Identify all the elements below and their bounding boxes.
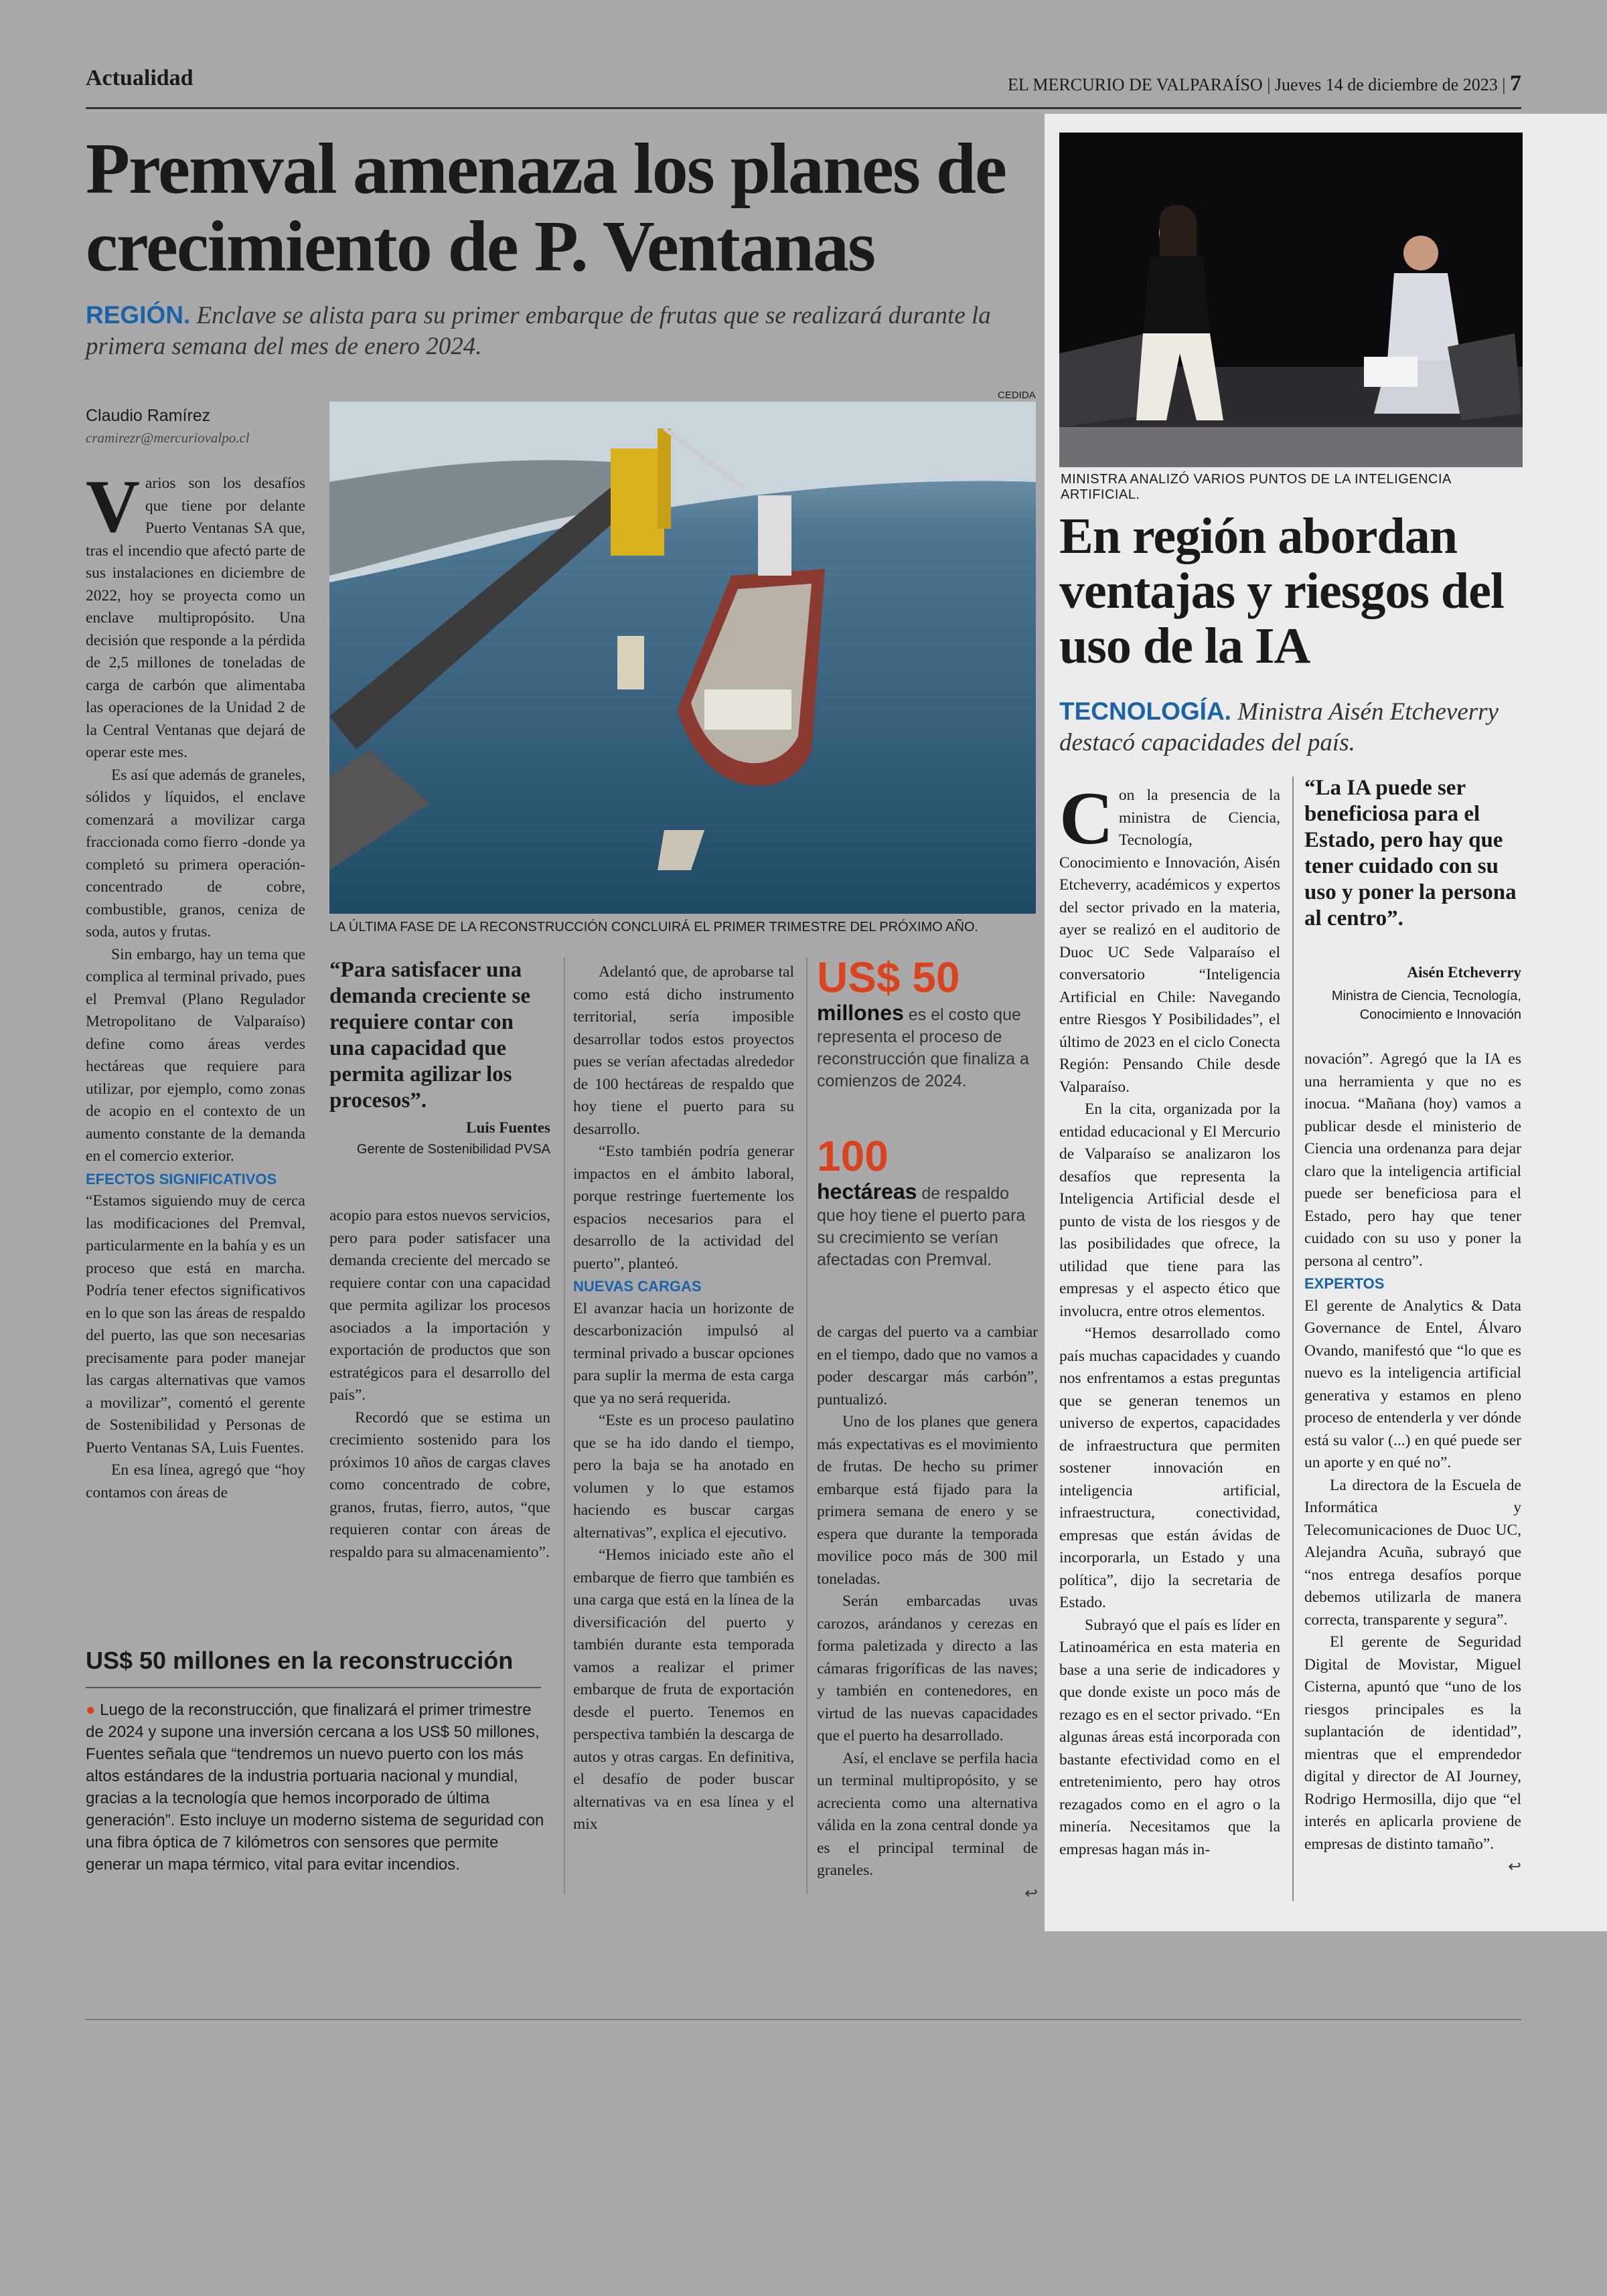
stat-number: US$ 50 [817,953,960,1001]
ia-headline: En región abordan ventajas y riesgos del uso de la IA [1059,508,1505,674]
footer-rule [86,2019,1521,2020]
port-photo [329,402,1036,914]
main-col-4 [817,1321,1038,1905]
paragraph: “Hemos iniciado este año el embarque de fierro que también es una carga que está en la línea de la diversificación del puerto y también durante esta temporada vamos a realizar el primer embarque de fruta de exportación desde el puerto. Tenemos en perspectiva también la descarga de autos y otras cargas. En definitiva, el desafío de poder buscar alternativas va en esa línea y el mix [573,1546,794,1833]
paragraph: Recordó que se estima un crecimiento sostenido para los próximos 10 años de cargas claves como concentrado de cobre, granos, frutas, fierro, autos, “que requieren contar con áreas de respaldo para su almacenamiento”. [329,1408,550,1561]
ia-col-2 [1304,1048,1521,1879]
page-number: 7 [1510,71,1521,96]
main-headline: Premval amenaza los planes de crecimiento de P. Ventanas [86,129,1006,286]
pull-quote-author: Luis Fuentes [466,1119,550,1136]
stat-number: 100 [817,1132,889,1180]
masthead: EL MERCURIO DE VALPARAÍSO | Jueves 14 de diciembre de 2023 | 7 [1008,71,1521,96]
ia-conference-photo [1059,133,1523,467]
paragraph: Subrayó que el país es líder en Latinoamérica en esta materia en base a una serie de indicadores y que donde existe un poco más de rezago es en el sector privado. “En algunas áreas está incorporada con bastante efectividad como en el entretenimiento, pero hay otros rezagados como en el agro o la minería. Necesitamos que la empresas hagan más in- [1059,1616,1280,1858]
paragraph: Uno de los planes que genera más expectativas es el movimiento de frutas. De hecho su primer embarque está fijado para la primera semana de enero y se espera que durante la temporada movilice poco más de 300 mil toneladas. [817,1413,1038,1588]
main-col-1 [86,465,305,1504]
deck-text: Enclave se alista para su primer embarque de frutas que se realizará durante la primera semana del mes de enero 2024. [86,302,991,360]
paragraph: Así, el enclave se perfila hacia un terminal multipropósito, y se acrecienta como una alternativa válida en la zona central donde ya es el principal terminal de graneles. [817,1749,1038,1879]
paragraph: “Esto también podría generar impactos en el ámbito laboral, porque restringe fuertemente los espacios necesarios para el desarrollo de la actividad del puerto”, planteó. [573,1143,794,1273]
subhead-nuevas-cargas: NUEVAS CARGAS [573,1278,702,1295]
main-col-2 [329,1205,550,1564]
column-rule [806,957,808,1894]
byline-name: Claudio Ramírez [86,406,211,425]
paragraph: Sin embargo, hay un tema que complica al terminal privado, pues el Premval (Plano Regulador Metropolitano de Valparaíso) define como áreas verdes hectáreas que requiere para utilizar, por ejemplo, como zonas de acopio en el contexto de un aumento constante de la demanda en el comercio exterior. [86,945,305,1165]
paragraph: El gerente de Analytics & Data Governance de Entel, Álvaro Ovando, manifestó que “lo que es nuevo es la inteligencia artificial generativa y estamos en pleno proceso de entenderla y ver dónde está su valor (...) en qué puede ser un aporte y en qué no”. [1304,1297,1521,1471]
ia-pull-quote: “La IA puede ser beneficiosa para el Estado, pero hay que tener cuidado con su uso y poner la persona al centro”. [1304,776,1517,930]
dropcap: V [86,465,140,548]
header-rule [86,107,1521,109]
ia-pull-quote-role: Ministra de Ciencia, Tecnología, Conocimiento e Innovación [1331,989,1521,1022]
end-mark-icon: ↩ [1024,1883,1038,1902]
ia-photo-caption: MINISTRA ANALIZÓ VARIOS PUNTOS DE LA INTELIGENCIA ARTIFICIAL. [1061,472,1451,502]
box-paragraph: Luego de la reconstrucción, que finalizará el primer trimestre de 2024 y supone una inversión cercana a los US$ 50 millones, Fuentes señala que “tendremos un nuevo puerto con los más altos estándares de la industria portuaria nacional y mundial, gracias a la tecnología que hemos incorporado de última generación”. Esto incluye un moderno sistema de seguridad con una fibra óptica de 7 kilómetros con sensores que permite generar un mapa térmico, vital para evitar incendios. [86,1701,544,1874]
paragraph: de cargas del puerto va a cambiar en el tiempo, dado que no vamos a poder descargar más carbón”, puntualizó. [817,1323,1038,1408]
section-label: Actualidad [86,66,194,90]
deck-text: Ministra Aisén Etcheverry destacó capacidades del país. [1059,698,1499,756]
byline-email: cramirezr@mercuriovalpo.cl [86,430,250,446]
paragraph: on la presencia de la ministra de Ciencia, Tecnología, Conocimiento e Innovación, Aisén Etcheverry, académicos y expertos del sector privado en la materia, ayer se realizó en el auditorio de Duoc UC Sede Valparaíso el conversatorio “Inteligencia Artificial en Chile: Navegando entre Riesgos Y Posibilidades”, el último de 2023 en el ciclo Conecta Región: Pensando Chile desde Valparaíso. [1059,787,1280,1096]
stat-description: es el costo que representa el proceso de reconstrucción que finaliza a comienzos de 2024. [817,1005,1029,1090]
sidebar-box-text [86,1699,548,1876]
subhead-expertos: EXPERTOS [1304,1275,1385,1292]
photo-caption: LA ÚLTIMA FASE DE LA RECONSTRUCCIÓN CONCLUIRÁ EL PRIMER TRIMESTRE DEL PRÓXIMO AÑO. [329,920,979,934]
main-deck [86,300,1043,362]
stat-text [817,1002,1038,1092]
paragraph: Serán embarcadas uvas carozos, arándanos y cerezas en forma paletizada y directo a las cámaras frigoríficas de las naves; y también en contenedores, en virtud de las nuevas capacidades que el puerto ha desarrollado. [817,1592,1038,1744]
paragraph: “Hemos desarrollado como país muchas capacidades y cuando nos enfrentamos a estas preguntas que se generan tenemos un universo de expertos, capacidades de infraestructura que permiten sostener innovación en inteligencia artificial, infraestructura, conectividad, empresas que están ávidas de incorporarla, un Estado y una política”, dijo la secretaria de Estado. [1059,1325,1280,1611]
pull-quote: “Para satisfacer una demanda creciente se requiere contar con una capacidad que permita agilizar los procesos”. [329,958,530,1113]
column-rule [1292,776,1294,1901]
paragraph: Es así que además de graneles, sólidos y líquidos, el enclave comenzará a movilizar carga fraccionada como fierro -donde ya completó su primera operación- concentrado de cobre, combustible, granos, ceniza de soda, autos y frutas. [86,766,305,940]
paragraph: “Estamos siguiendo muy de cerca las modificaciones del Premval, particularmente en la bahía y es un proceso que está en marcha. Podría tener efectos significativos en lo que son las áreas de respaldo del puerto, las que son necesarias precisamente para poder manejar las cargas alternativas que vamos a movilizar”, comentó el gerente de Sostenibilidad y Personas de Puerto Ventanas SA, Luis Fuentes. [86,1192,305,1457]
paragraph: El gerente de Seguridad Digital de Movistar, Miguel Cisterna, apuntó que “uno de los riesgos principales es la suplantación de identidad”, mientras que el emprendedor digital y director de AI Journey, Rodrigo Hermosilla, dijo que “el interés en aplicarla proviene de empresas de distinto tamaño”. [1304,1633,1521,1853]
end-mark-icon: ↩ [1508,1857,1521,1876]
dropcap: C [1059,777,1114,860]
paragraph: En esa línea, agregó que “hoy contamos con áreas de [86,1461,305,1501]
pull-quote-role: Gerente de Sostenibilidad PVSA [356,1142,550,1157]
bullet-icon: ● [86,1701,96,1719]
issue-date: Jueves 14 de diciembre de 2023 [1274,75,1498,94]
main-col-3 [573,961,794,1836]
ia-deck [1059,696,1521,758]
stat-text [817,1181,1038,1271]
paragraph: La directora de la Escuela de Informática y Telecomunicaciones de Duoc UC, Alejandra Acuña, subrayó que “nos entrega desafíos porque debemos utilizarla de manera correcta, transparente y segura”. [1304,1476,1521,1629]
stat-unit: hectáreas [817,1179,917,1204]
paragraph: novación”. Agregó que la IA es una herramienta y que no es inocua. “Mañana (hoy) vamos a publicar desde el ministerio de Ciencia una ordenanza para dejar claro que la inteligencia artificial puede ser beneficiosa para el Estado, pero hay que tener cuidado con su uso y poner la persona al centro”. [1304,1050,1521,1270]
paragraph: En la cita, organizada por la entidad educacional y El Mercurio de Valparaíso se analizaron los desafíos que representa la Inteligencia Artificial desde el punto de vista de los riesgos y de las posibilidades que ofrece, la utilidad que tiene para las empresas y el aspecto ético que involucra, entre otros elementos. [1059,1100,1280,1320]
paragraph: acopio para estos nuevos servicios, pero para poder satisfacer una demanda creciente del mercado se requiere contar con una capacidad que permita agilizar los procesos asociados a la importación y exportación de productos que son estratégicos para el desarrollo del país”. [329,1207,550,1404]
masthead-title: EL MERCURIO DE VALPARAÍSO [1008,75,1263,94]
photo-credit: CEDIDA [998,390,1036,401]
stat-unit: millones [817,1001,904,1025]
sidebar-box-title: US$ 50 millones en la reconstrucción [86,1647,514,1674]
subhead-efectos: EFECTOS SIGNIFICATIVOS [86,1170,277,1187]
column-rule [564,957,565,1894]
sidebar-box-rule [86,1687,541,1688]
paragraph: arios son los desafíos que tiene por delante Puerto Ventanas SA que, tras el incendio que afectó parte de sus instalaciones en diciembre de 2022, hoy se proyecta como un enclave multipropósito. Una decisión que responde a la pérdida de 2,5 millones de toneladas de carga de carbón que alimentaba las operaciones de la Unidad 2 de la Central Ventanas que dejará de operar este mes. [86,475,305,761]
deck-tag: REGIÓN. [86,301,191,329]
paragraph: El avanzar hacia un horizonte de descarbonización impulsó al terminal privado a buscar opciones para suplir la merma de esta carga que ya no será requerida. [573,1299,794,1407]
stat-description: de respaldo que hoy tiene el puerto para su crecimiento se verían afectadas con Premval. [817,1184,1026,1269]
paragraph: “Este es un proceso paulatino que se ha ido dando el tiempo, pero la baja se ha anotado en volumen y lo que estamos haciendo es buscar cargas alternativas”, explica el ejecutivo. [573,1412,794,1542]
ia-pull-quote-author: Aisén Etcheverry [1407,964,1521,981]
deck-tag: TECNOLOGÍA. [1059,698,1231,725]
ia-col-1 [1059,777,1280,1861]
paragraph: Adelantó que, de aprobarse tal como está dicho instrumento territorial, sería imposible desarrollar todos estos proyectos pues se verían afectadas alrededor de 100 hectáreas de respaldo que hoy tiene el puerto para su desarrollo. [573,963,794,1138]
